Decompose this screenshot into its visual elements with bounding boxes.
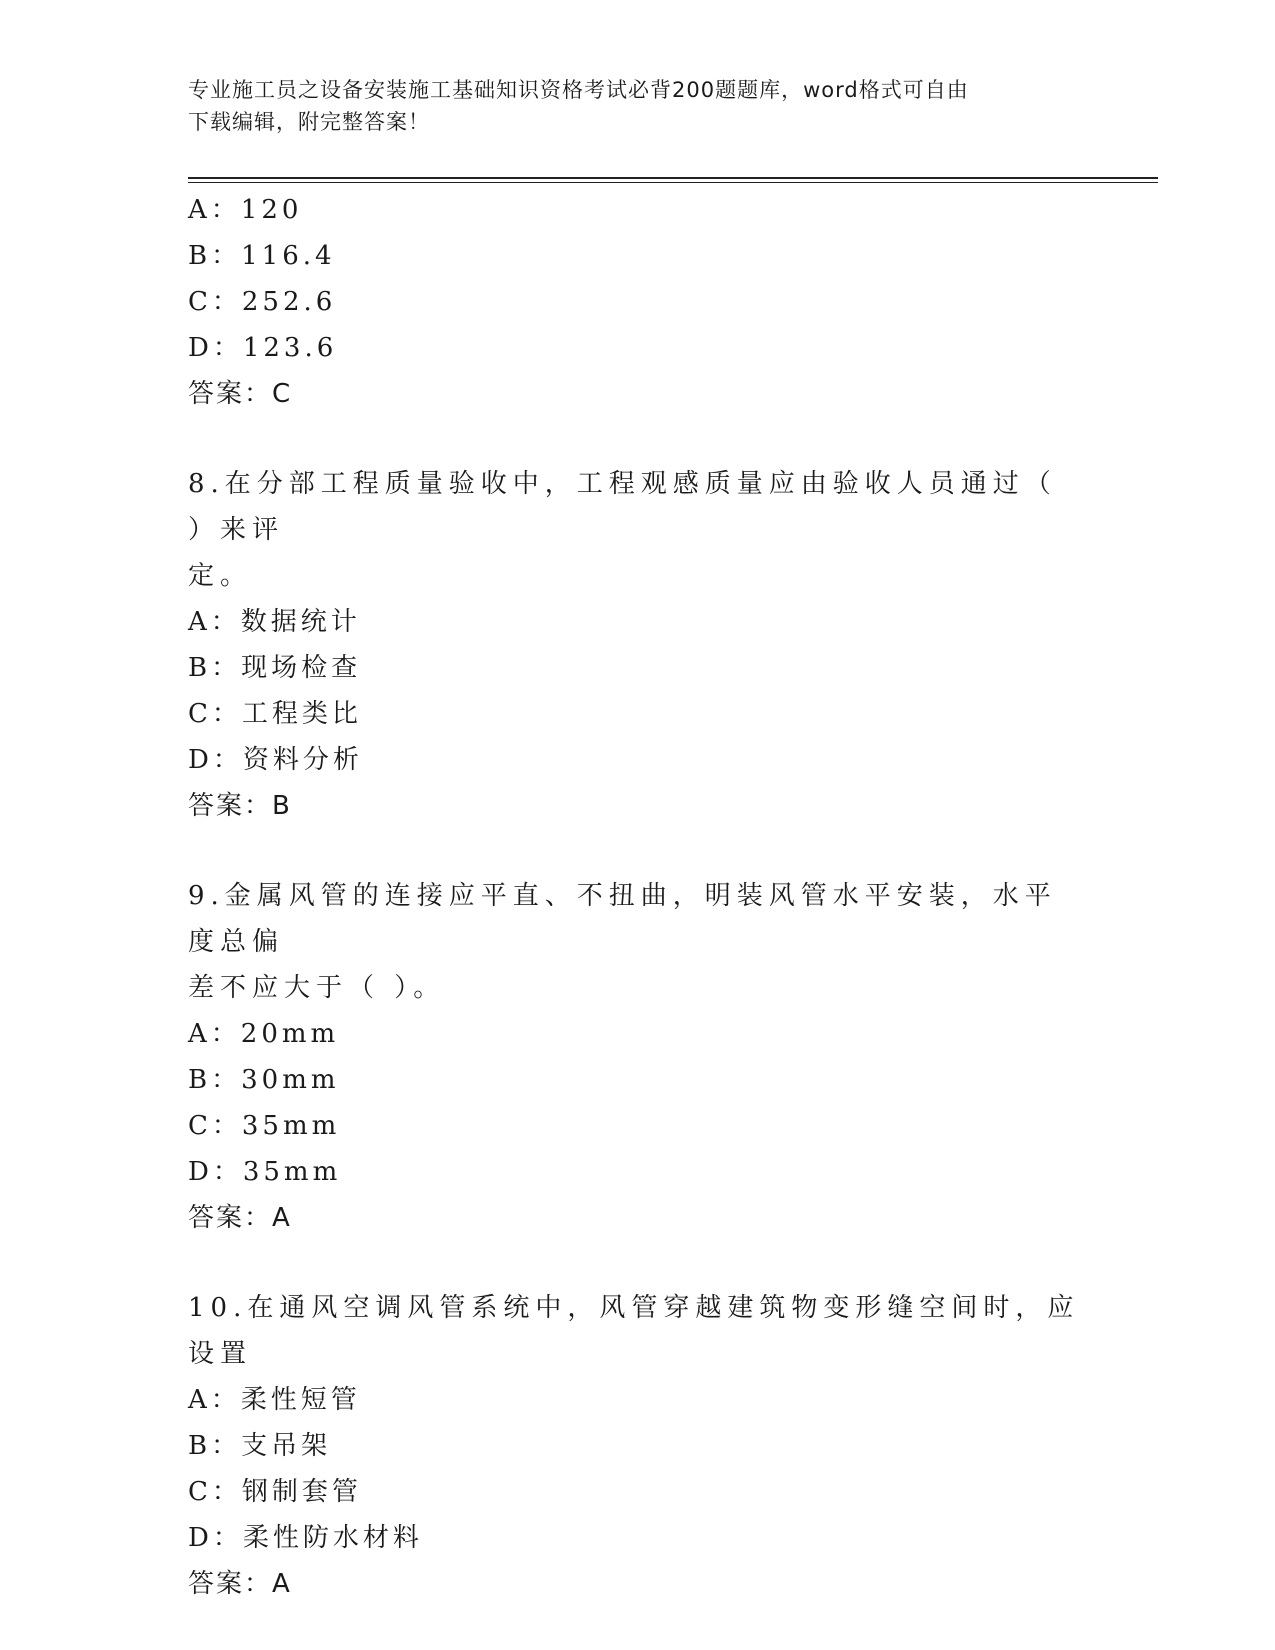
question-text	[188, 461, 1088, 599]
option-a: A：120	[188, 195, 303, 225]
question-text	[188, 1285, 1088, 1377]
answer: 答案：A	[188, 1203, 292, 1233]
question-text-line-1: 9.金属风管的连接应平直、不扭曲，明装风管水平安装，水平度总偏	[188, 881, 1057, 957]
header-line-2: 下载编辑，附完整答案！	[188, 110, 430, 134]
option-a: A：数据统计	[188, 607, 361, 637]
option-b: B：116.4	[188, 241, 336, 271]
option-d: D：35mm	[188, 1157, 342, 1187]
question-list	[188, 187, 1088, 1607]
option-b: B：现场检查	[188, 653, 362, 683]
option-d: D：123.6	[188, 333, 338, 363]
question-text-line-2: 差不应大于（ ）。	[188, 973, 446, 1003]
answer: 答案：C	[188, 379, 293, 409]
answer: 答案：A	[188, 1569, 292, 1599]
question-8	[188, 461, 1088, 829]
option-c: C：252.6	[188, 287, 337, 317]
question-10	[188, 1285, 1088, 1607]
header-divider-thick	[188, 177, 1158, 179]
option-a: A：20mm	[188, 1019, 340, 1049]
option-a: A：柔性短管	[188, 1385, 361, 1415]
option-b: B：30mm	[188, 1065, 340, 1095]
question-text-line-1: 10.在通风空调风管系统中，风管穿越建筑物变形缝空间时，应设置	[188, 1293, 1080, 1369]
option-c: C：钢制套管	[188, 1477, 362, 1507]
question-text-line-2: 定。	[188, 561, 253, 591]
question-text-line-1: 8.在分部工程质量验收中，工程观感质量应由验收人员通过（ ）来评	[188, 469, 1057, 545]
question-text	[188, 873, 1088, 1011]
question-9	[188, 873, 1088, 1241]
option-c: C：35mm	[188, 1111, 341, 1141]
option-b: B：支吊架	[188, 1431, 332, 1461]
option-d: D：资料分析	[188, 745, 363, 775]
option-d: D：柔性防水材料	[188, 1523, 423, 1553]
header-divider-thin	[188, 182, 1158, 183]
document-header	[188, 74, 1088, 138]
header-line-1: 专业施工员之设备安装施工基础知识资格考试必背200题题库，word格式可自由	[188, 78, 969, 102]
option-c: C：工程类比	[188, 699, 362, 729]
question-7	[188, 187, 1088, 417]
answer: 答案：B	[188, 791, 292, 821]
